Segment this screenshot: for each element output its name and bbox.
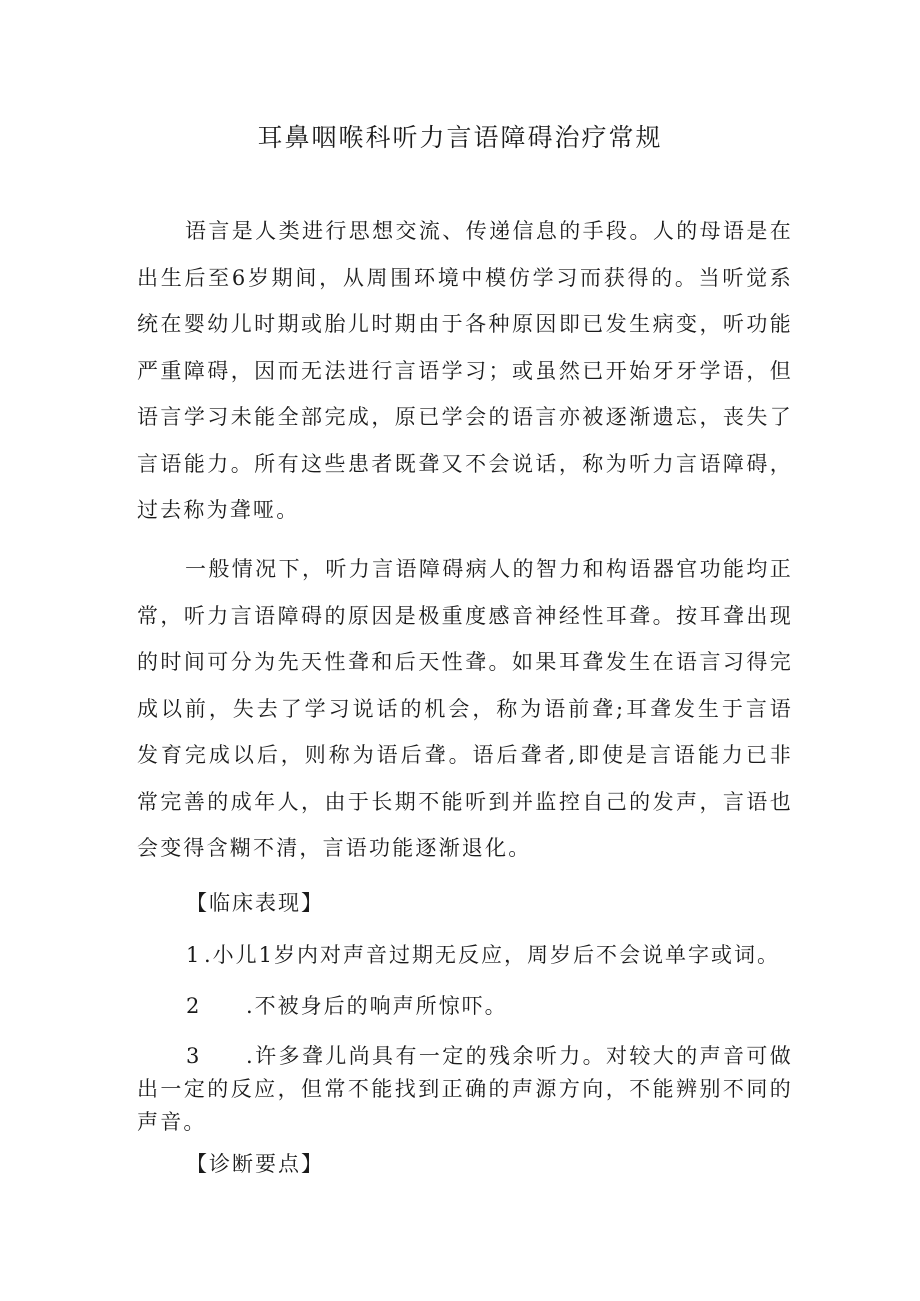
list-item-number: 1	[186, 943, 202, 967]
paragraph-causes: 一般情况下，听力言语障碍病人的智力和构语器官功能均正常，听力言语障碍的原因是极重度感音神经性耳聋。按耳聋出现的时间可分为先天性聋和后天性聋。如果耳聋发生在语言习得完成以前，失去了学习说话的机会，称为语前聋;耳聋发生于言语发育完成以后，则称为语后聋。语后聋者,即使是言语能力已非常完善的成年人，由于长期不能听到并监控自己的发声，言语也会变得含糊不清，言语功能逐渐退化。	[137, 557, 793, 860]
section-heading-clinical: 【临床表现】	[186, 891, 324, 915]
list-item-text: .小儿1岁内对声音过期无反应，周岁后不会说单字或词。	[204, 943, 781, 967]
paragraph-intro: 语言是人类进行思想交流、传递信息的手段。人的母语是在出生后至6岁期间，从周围环境中模仿学习而获得的。当听觉系统在婴幼儿时期或胎儿时期由于各种原因即已发生病变，听功能严重障碍，因而无法进行言语学习；或虽然已开始牙牙学语，但语言学习未能全部完成，原已学会的语言亦被逐渐遗忘，丧失了言语能力。所有这些患者既聋又不会说话，称为听力言语障碍，过去称为聋哑。	[137, 219, 793, 522]
list-item	[137, 1040, 793, 1139]
list-item-number: 2	[186, 994, 202, 1018]
list-item-number: 3	[186, 1044, 202, 1068]
list-item	[186, 986, 508, 1026]
list-item-text: .不被身后的响声所惊吓。	[246, 994, 508, 1018]
section-heading-diagnosis: 【诊断要点】	[186, 1152, 324, 1176]
document-title: 耳鼻咽喉科听力言语障碍治疗常规	[257, 123, 663, 152]
list-item	[186, 935, 780, 975]
list-item-text: .许多聋儿尚具有一定的残余听力。对较大的声音可做出一定的反应，但常不能找到正确的声源方向，不能辨别不同的声音。	[137, 1044, 793, 1134]
